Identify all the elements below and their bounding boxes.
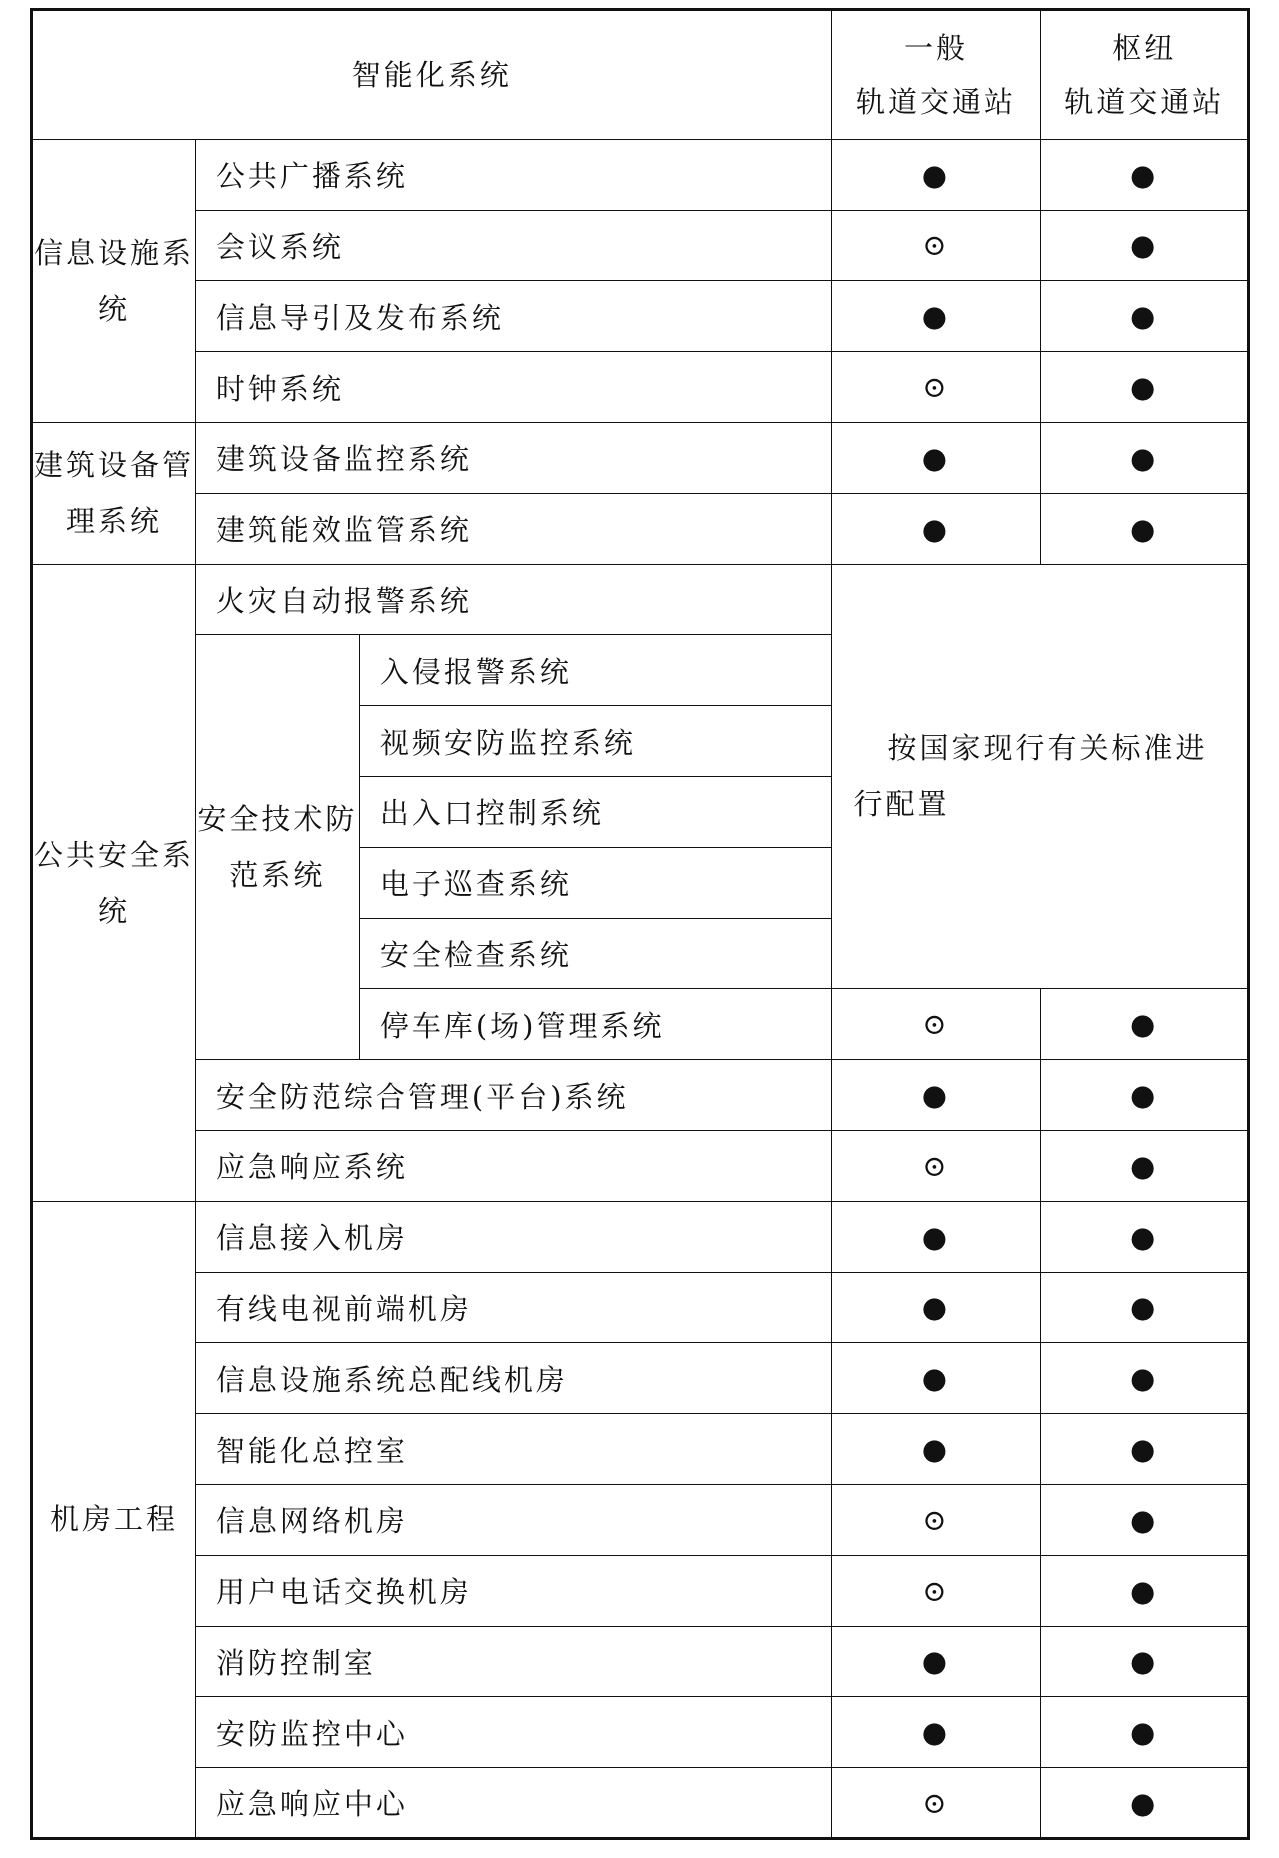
item-cell: 智能化总控室 [195,1414,831,1485]
item-cell: 信息网络机房 [195,1484,831,1555]
header-system: 智能化系统 [32,10,832,140]
hub-mark: ● [1041,352,1249,423]
intelligent-systems-table [30,8,1250,1840]
general-mark: ● [831,1697,1041,1768]
general-mark: ⊙ [831,1484,1041,1555]
item-cell: 火灾自动报警系统 [195,564,831,635]
item-cell: 时钟系统 [195,352,831,423]
item-cell: 视频安防监控系统 [359,706,831,777]
general-mark: ⊙ [831,352,1041,423]
general-mark: ● [831,1626,1041,1697]
hub-mark: ● [1041,1130,1249,1201]
hub-mark: ● [1041,1060,1249,1131]
hub-mark: ● [1041,989,1249,1060]
hub-mark: ● [1041,1414,1249,1485]
item-cell: 安全检查系统 [359,918,831,989]
general-mark: ● [831,493,1041,564]
general-mark: ⊙ [831,1768,1041,1839]
item-cell: 建筑能效监管系统 [195,493,831,564]
hub-mark: ● [1041,1272,1249,1343]
hub-mark: ● [1041,139,1249,210]
hub-mark: ● [1041,1768,1249,1839]
item-cell: 公共广播系统 [195,139,831,210]
general-mark: ● [831,422,1041,493]
config-note: 按国家现行有关标准进行配置 [831,564,1248,989]
header-hub-line1: 枢纽 [1112,30,1177,65]
category-machine-room: 机房工程 [32,1201,196,1838]
general-mark: ● [831,1060,1041,1131]
item-cell: 安防监控中心 [195,1697,831,1768]
item-cell: 信息设施系统总配线机房 [195,1343,831,1414]
hub-mark: ● [1041,1626,1249,1697]
header-general-line1: 一般 [903,30,968,65]
hub-mark: ● [1041,1555,1249,1626]
general-mark: ● [831,139,1041,210]
category-building: 建筑设备管理系统 [32,422,196,564]
item-cell: 建筑设备监控系统 [195,422,831,493]
general-mark: ⊙ [831,210,1041,281]
general-mark: ● [831,1201,1041,1272]
hub-mark: ● [1041,493,1249,564]
hub-mark: ● [1041,210,1249,281]
hub-mark: ● [1041,1201,1249,1272]
general-mark: ● [831,1343,1041,1414]
general-mark: ● [831,1414,1041,1485]
hub-mark: ● [1041,1484,1249,1555]
category-info: 信息设施系统 [32,139,196,422]
item-cell: 应急响应中心 [195,1768,831,1839]
general-mark: ⊙ [831,1130,1041,1201]
general-mark: ⊙ [831,1555,1041,1626]
hub-mark: ● [1041,281,1249,352]
item-cell: 应急响应系统 [195,1130,831,1201]
item-cell: 安全防范综合管理(平台)系统 [195,1060,831,1131]
item-cell: 会议系统 [195,210,831,281]
hub-mark: ● [1041,1343,1249,1414]
item-cell: 有线电视前端机房 [195,1272,831,1343]
hub-mark: ● [1041,422,1249,493]
general-mark: ⊙ [831,989,1041,1060]
general-mark: ● [831,1272,1041,1343]
item-cell: 电子巡查系统 [359,847,831,918]
item-cell: 用户电话交换机房 [195,1555,831,1626]
item-cell: 消防控制室 [195,1626,831,1697]
subcategory-security-tech: 安全技术防范系统 [195,635,359,1060]
item-cell: 停车库(场)管理系统 [359,989,831,1060]
item-cell: 信息导引及发布系统 [195,281,831,352]
header-general-station [831,10,1041,140]
header-hub-line2: 轨道交通站 [1064,84,1225,119]
category-security: 公共安全系统 [32,564,196,1201]
hub-mark: ● [1041,1697,1249,1768]
header-hub-station [1041,10,1249,140]
general-mark: ● [831,281,1041,352]
item-cell: 入侵报警系统 [359,635,831,706]
header-general-line2: 轨道交通站 [855,84,1016,119]
item-cell: 信息接入机房 [195,1201,831,1272]
item-cell: 出入口控制系统 [359,776,831,847]
